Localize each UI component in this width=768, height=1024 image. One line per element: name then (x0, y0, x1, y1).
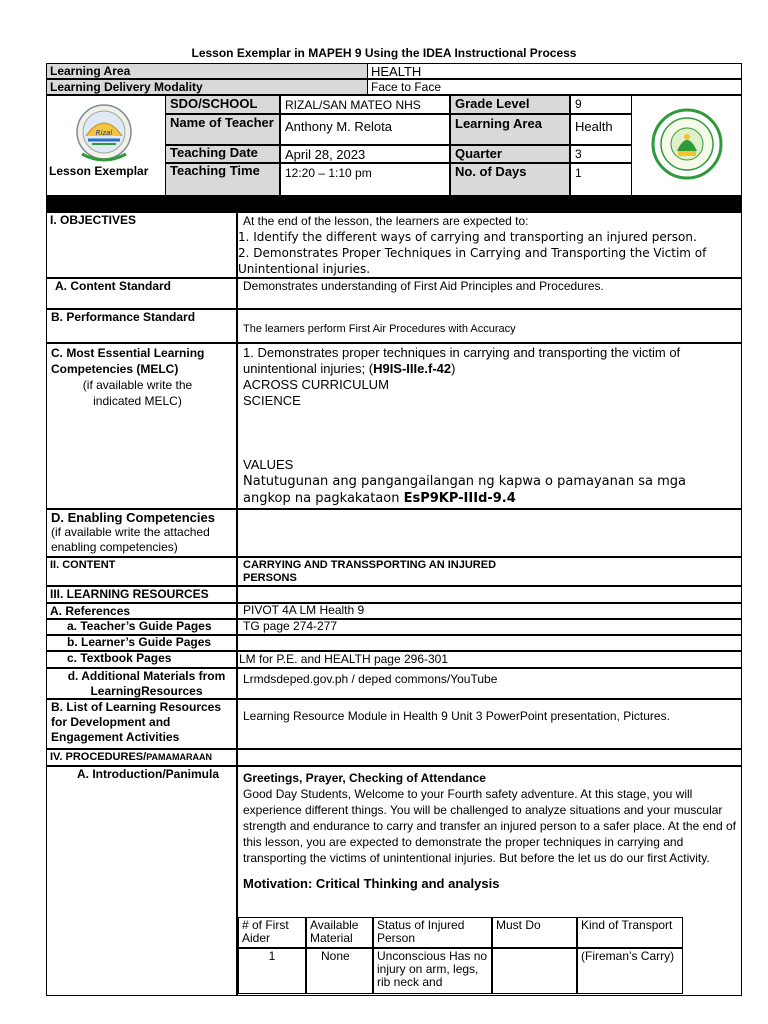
svg-text:Rizal: Rizal (95, 129, 113, 137)
lesson-exemplar-label: Lesson Exemplar (49, 164, 149, 178)
melc-text-end: ) (451, 361, 456, 376)
values-label: VALUES (243, 457, 294, 472)
intro-label: A. Introduction/Panimula (46, 766, 237, 996)
melc-label-cell (46, 343, 237, 509)
references-label: A. References (46, 603, 237, 619)
objective-1: 1. Identify the different ways of carrying and transporting an injured person. (238, 230, 697, 244)
grade-value: 9 (570, 95, 632, 114)
learning-area-label: Learning Area (46, 63, 368, 79)
teacher-value: Anthony M. Relota (280, 114, 450, 145)
mt-cell-mustdo (492, 948, 577, 994)
melc-label: C. Most Essential Learning Competencies (MELC) (51, 346, 205, 376)
content-title: CARRYING AND TRANSSPORTING AN INJURED PERSONS (243, 559, 497, 584)
time-value: 12:20 – 1:10 pm (280, 163, 450, 196)
melc-text: 1. Demonstrates proper techniques in carrying and transporting the victim of unintentional injuries; ( (243, 345, 681, 376)
days-label: No. of Days (450, 163, 570, 196)
delivery-value: Face to Face (367, 79, 742, 95)
mt-header-aider: # of First Aider (238, 917, 306, 948)
greet-text: Good Day Students, Welcome to your Fourth safety adventure. At this stage, you will experience different things. You will be challenged to analyze situations and your muscular strength and endurance to carry and transfer an injured person to a safer place. At the end of this lesson, you are expected to demonstrate the proper techniques in carrying and transporting the victims of unintentional injuries. But before the let us do our first Activity. (243, 787, 736, 865)
objectives-intro: At the end of the lesson, the learners are expected to: (243, 214, 529, 228)
lg-value (237, 635, 742, 651)
mt-cell-status: Unconscious Has no injury on arm, legs, rib neck and (373, 948, 492, 994)
content-std-value: Demonstrates understanding of First Aid Principles and Procedures. (237, 278, 742, 309)
content-std-label: A. Content Standard (46, 278, 237, 309)
science-label: SCIENCE (243, 393, 301, 408)
enabling-cell (46, 509, 237, 557)
add-value: Lrmdsdeped.gov.ph / deped commons/YouTube (237, 668, 742, 699)
section-divider-bar (46, 196, 742, 212)
melc-value-cell (237, 343, 742, 509)
add-label: d. Additional Materials from LearningResources (46, 668, 237, 699)
tb-value: LM for P.E. and HEALTH page 296-301 (237, 651, 742, 668)
mt-cell-transport: (Fireman’s Carry) (577, 948, 683, 994)
proc-label-cell (46, 749, 237, 766)
mt-cell-material: None (306, 948, 373, 994)
melc-label-note: (if available write the indicated MELC) (82, 378, 193, 408)
list-value: Learning Resource Module in Health 9 Unit 3 PowerPoint presentation, Pictures. (237, 699, 742, 749)
days-value: 1 (570, 163, 632, 196)
page-title: Lesson Exemplar in MAPEH 9 Using the IDEA Instructional Process (191, 46, 577, 60)
sdo-label: SDO/SCHOOL (165, 95, 280, 114)
melc-code: H9IS-IIIe.f-42 (373, 361, 452, 376)
grade-label: Grade Level (450, 95, 570, 114)
values-code: EsP9KP-IIId-9.4 (403, 491, 516, 506)
division-seal-icon (66, 100, 142, 164)
content-value (237, 557, 742, 586)
across-curriculum: ACROSS CURRICULUM (243, 377, 389, 392)
enabling-value (237, 509, 742, 557)
teacher-label: Name of Teacher (165, 114, 280, 145)
delivery-label: Learning Delivery Modality (46, 79, 368, 95)
resources-value (237, 586, 742, 603)
tg-value: TG page 274-277 (237, 619, 742, 635)
sdo-value: RIZAL/SAN MATEO NHS (280, 95, 450, 114)
objective-2: 2. Demonstrates Proper Techniques in Carrying and Transporting the Victim of Unintentional injuries. (238, 246, 707, 276)
mt-cell-aider: 1 (238, 948, 306, 994)
date-value: April 28, 2023 (280, 145, 450, 163)
quarter-label: Quarter (450, 145, 570, 163)
objectives-label: I. OBJECTIVES (46, 212, 237, 278)
tg-label: a. Teacher’s Guide Pages (46, 619, 237, 635)
area2-label: Learning Area (450, 114, 570, 145)
references-value: PIVOT 4A LM Health 9 (237, 603, 742, 619)
mt-header-mustdo: Must Do (492, 917, 577, 948)
enabling-label: D. Enabling Competencies (51, 510, 215, 525)
mt-header-transport: Kind of Transport (577, 917, 683, 948)
perf-std-label: B. Performance Standard (46, 309, 237, 343)
lg-label: b. Learner’s Guide Pages (46, 635, 237, 651)
quarter-value: 3 (570, 145, 632, 163)
enabling-note: (if available write the attached enabling competencies) (51, 525, 210, 554)
proc-label: IV. PROCEDURES/ (50, 751, 147, 763)
content-label: II. CONTENT (46, 557, 237, 586)
mt-header-status: Status of Injured Person (373, 917, 492, 948)
area2-value: Health (570, 114, 632, 145)
list-label: B. List of Learning Resources for Development and Engagement Activities (46, 699, 237, 749)
proc-label-small: PAMAMARAAN (146, 752, 213, 762)
resources-label: III. LEARNING RESOURCES (46, 586, 237, 603)
mt-header-material: Available Material (306, 917, 373, 948)
motivation-heading: Motivation: Critical Thinking and analysis (243, 876, 500, 891)
school-seal-icon (650, 107, 724, 181)
learning-area-value: HEALTH (367, 63, 742, 79)
values-text: Natutugunan ang pangangailangan ng kapwa o pamayanan sa mga angkop na pagkakataon (243, 474, 686, 506)
tb-label: c. Textbook Pages (46, 651, 237, 668)
objectives-value (237, 212, 742, 278)
proc-value (237, 749, 742, 766)
time-label: Teaching Time (165, 163, 280, 196)
date-label: Teaching Date (165, 145, 280, 163)
greet-heading: Greetings, Prayer, Checking of Attendance (243, 771, 486, 785)
perf-std-value: The learners perform First Air Procedures with Accuracy (237, 309, 742, 343)
